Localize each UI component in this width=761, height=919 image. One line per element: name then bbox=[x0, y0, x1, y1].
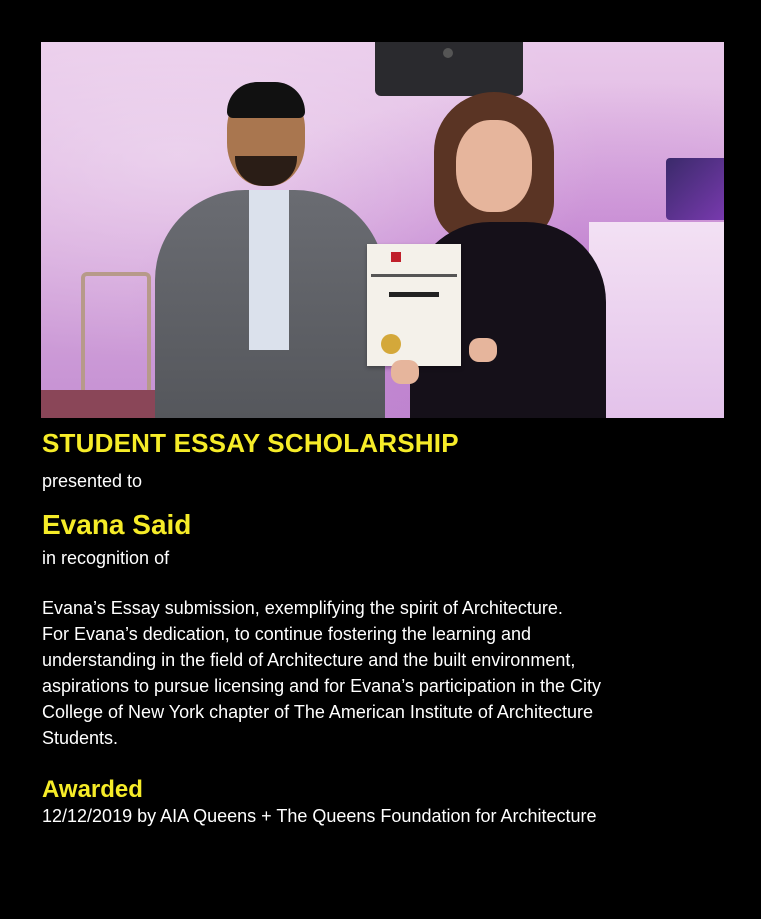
description-line: Evana’s Essay submission, exemplifying the spirit of Architecture. bbox=[42, 598, 563, 618]
recipient-head bbox=[456, 120, 532, 212]
certificate-logo bbox=[391, 252, 401, 262]
recipient-name: Evana Said bbox=[42, 509, 192, 540]
certificate-title bbox=[371, 274, 457, 277]
awarded-detail: 12/12/2019 by AIA Queens + The Queens Foundation for Architecture bbox=[42, 806, 597, 826]
presented-label: presented to bbox=[42, 471, 143, 491]
presenter-hair bbox=[227, 82, 305, 118]
presenter-beard bbox=[235, 156, 297, 186]
certificate-seal bbox=[381, 334, 401, 354]
presenter-hand bbox=[391, 360, 419, 384]
speaker-light bbox=[443, 48, 453, 58]
recognition-label: in recognition of bbox=[42, 548, 170, 568]
award-photo bbox=[41, 42, 724, 418]
description-line: Students. bbox=[42, 728, 119, 748]
description-line: aspirations to pursue licensing and for Evana’s participation in the City bbox=[42, 676, 601, 696]
description-line: understanding in the field of Architecture and the built environment, bbox=[42, 650, 576, 670]
description-line: College of New York chapter of The American Institute of Architecture bbox=[42, 702, 593, 722]
recipient-hand bbox=[469, 338, 497, 362]
certificate-name bbox=[389, 292, 439, 297]
dj-booth bbox=[589, 222, 724, 418]
award-title: STUDENT ESSAY SCHOLARSHIP bbox=[42, 428, 459, 458]
dj-screen bbox=[666, 158, 724, 220]
award-description bbox=[42, 595, 722, 751]
chair-seat bbox=[41, 390, 171, 418]
description-line: For Evana’s dedication, to continue fostering the learning and bbox=[42, 624, 531, 644]
presenter-shirt bbox=[249, 190, 289, 350]
awarded-label: Awarded bbox=[42, 776, 143, 803]
speaker bbox=[375, 42, 523, 96]
certificate bbox=[367, 244, 461, 366]
presenter bbox=[155, 82, 385, 418]
